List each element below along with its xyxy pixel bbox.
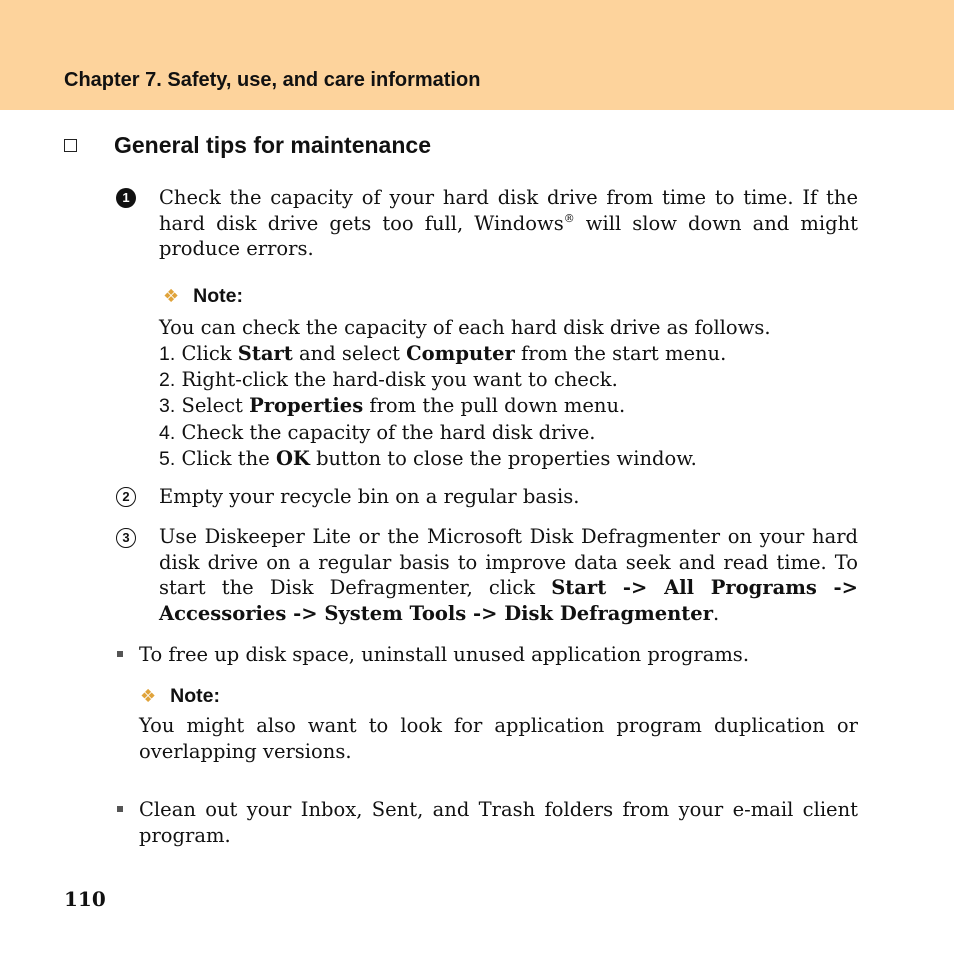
note-2-label: ❖ Note: bbox=[140, 685, 220, 707]
bullet-1-text: To free up disk space, uninstall unused application programs. bbox=[139, 643, 750, 666]
number-3-icon: 3 bbox=[116, 528, 136, 548]
section-title: General tips for maintenance bbox=[114, 132, 431, 158]
tip-3-text: Use Diskeeper Lite or the Microsoft Disk Defragmenter on your hard disk drive on a regular basis to improve data seek and read time. To start the Disk Defragmenter, click Start -> All Programs -> Accessories -> System Tools -> Disk Defragmenter. bbox=[159, 525, 858, 625]
bullet-2-text: Clean out your Inbox, Sent, and Trash folders from your e-mail client program. bbox=[139, 798, 858, 847]
bullet-1-icon bbox=[117, 651, 123, 657]
step-3: 3. Select Properties from the pull down menu. bbox=[159, 394, 626, 418]
number-2-icon: 2 bbox=[116, 487, 136, 507]
note-2-text: You might also want to look for application program duplication or overlapping versions. bbox=[139, 714, 858, 763]
chapter-title: Chapter 7. Safety, use, and care information bbox=[64, 69, 481, 91]
section-heading bbox=[64, 132, 431, 159]
diamond-icon: ❖ bbox=[140, 686, 157, 707]
header-band bbox=[0, 0, 954, 110]
page-number: 110 bbox=[64, 887, 106, 911]
step-4: 4. Check the capacity of the hard disk drive. bbox=[159, 420, 596, 444]
diamond-icon: ❖ bbox=[163, 286, 180, 307]
step-2: 2. Right-click the hard-disk you want to check. bbox=[159, 368, 618, 392]
note-1-intro: You can check the capacity of each hard disk drive as follows. bbox=[159, 316, 771, 339]
note-1-label: ❖ Note: bbox=[163, 285, 243, 307]
tip-2-text: Empty your recycle bin on a regular basis. bbox=[159, 485, 580, 508]
tip-1-text: Check the capacity of your hard disk drive from time to time. If the hard disk drive gets too full, Windows® will slow down and might produce errors. bbox=[159, 186, 858, 260]
step-1: 1. Click Start and select Computer from the start menu. bbox=[159, 342, 727, 365]
square-bullet-icon bbox=[64, 139, 77, 152]
number-1-icon: 1 bbox=[116, 188, 136, 208]
bullet-2-icon bbox=[117, 806, 123, 812]
step-5: 5. Click the OK button to close the properties window. bbox=[159, 446, 697, 470]
note-1-steps bbox=[159, 341, 726, 472]
